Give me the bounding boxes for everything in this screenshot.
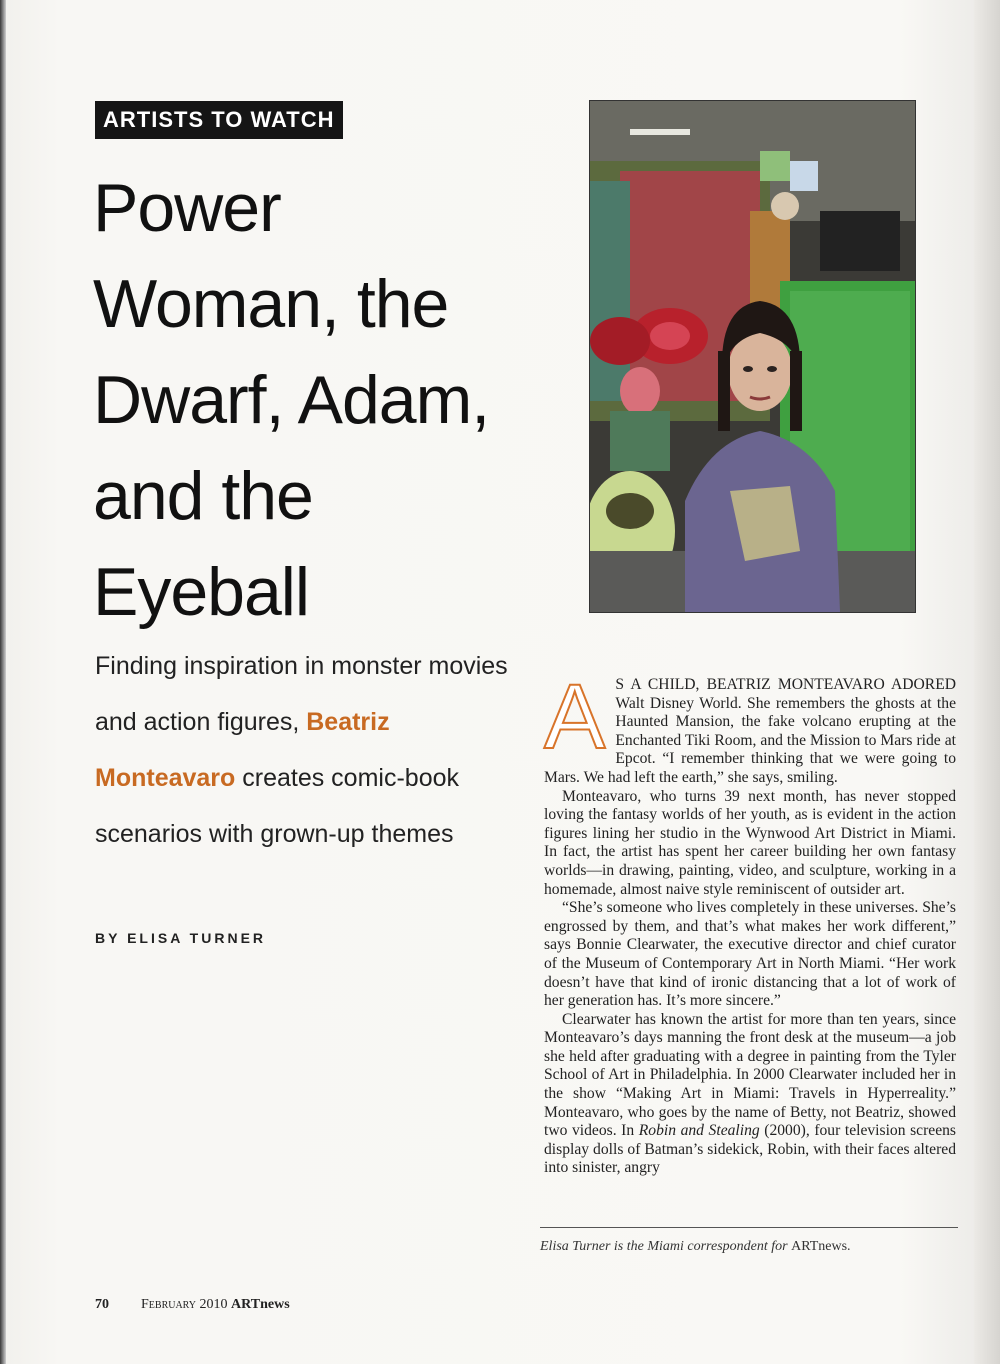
paragraph-3: “She’s someone who lives completely in these universes. She’s engrossed by them, and that’s what makes her work different,” says Bonnie Clearwater, the executive director and chief curator of the Museum of Contemporary Art in North Miami. “Her work doesn’t have that kind of ironic distancing that a lot of work of her generation has. It’s more sincere.” xyxy=(544,899,956,1010)
paragraph-4-text-a: Clearwater has known the artist for more than ten years, since Monteavaro’s days manning the front desk at the museum—a job she held after graduating with a degree in painting from the Tyler School of Art in Philadelphia. In 2000 Clearwater included her in the show “Making Art in Miami: Travels in Hyperreality.” Monteavaro, who goes by the name of Betty, not Beatriz, showed two videos. In xyxy=(544,1010,956,1140)
folio xyxy=(95,1297,290,1313)
deck-text-start: Finding inspiration in monster movies and action figures, xyxy=(95,652,508,736)
page-edge-left xyxy=(0,0,6,1364)
paragraph-4-text-b: (2000), four television screens display dolls of Batman’s sidekick, Robin, with their faces altered into sinister, angry xyxy=(544,1122,956,1177)
contributor-note xyxy=(540,1239,851,1255)
lead-paragraph xyxy=(544,666,956,788)
paragraph-2: Monteavaro, who turns 39 next month, has never stopped loving the fantasy worlds of her youth, as is evident in the action figures lining her studio in the Wynwood Art District in Miami. In fact, the artist has spent her career building her own fantasy worlds—in drawing, painting, video, and sculpture, working in a homemade, almost naive style reminiscent of outsider art. xyxy=(544,787,956,898)
note-divider xyxy=(540,1227,958,1228)
photo-illustration xyxy=(590,101,915,612)
lead-caps: S A CHILD, BEATRIZ MONTEAVARO ADORED xyxy=(615,676,956,693)
section-tag: ARTISTS TO WATCH xyxy=(95,101,343,139)
deck-text-end: creates comic-book scenarios with grown-up themes xyxy=(95,764,460,848)
paragraph-4 xyxy=(544,1011,956,1178)
artwork-title: Robin and Stealing xyxy=(638,1122,760,1140)
page-number: 70 xyxy=(95,1297,109,1312)
deck xyxy=(95,638,515,862)
contributor-note-magazine: ARTnews. xyxy=(791,1239,851,1254)
drop-cap: A xyxy=(544,666,606,768)
artist-studio-photo xyxy=(589,100,916,613)
lead-text: Walt Disney World. She remembers the ghosts at the Haunted Mansion, the fake volcano erupting at the Enchanted Tiki Room, and the Mission to Mars ride at Epcot. “I remember thinking that we were going to Mars. We had left the earth,” she says, smiling. xyxy=(544,694,956,786)
byline: BY ELISA TURNER xyxy=(95,930,267,946)
magazine-name: ARTnews xyxy=(231,1297,290,1312)
artist-name: Beatriz Monteavaro xyxy=(95,708,390,792)
headline: Power Woman, the Dwarf, Adam, and the Eyeball xyxy=(93,170,490,630)
contributor-note-text: Elisa Turner is the Miami correspondent for xyxy=(540,1239,792,1254)
article-body xyxy=(544,666,956,1178)
issue-date: February 2010 xyxy=(141,1297,228,1312)
page-edge-right xyxy=(974,0,1000,1364)
